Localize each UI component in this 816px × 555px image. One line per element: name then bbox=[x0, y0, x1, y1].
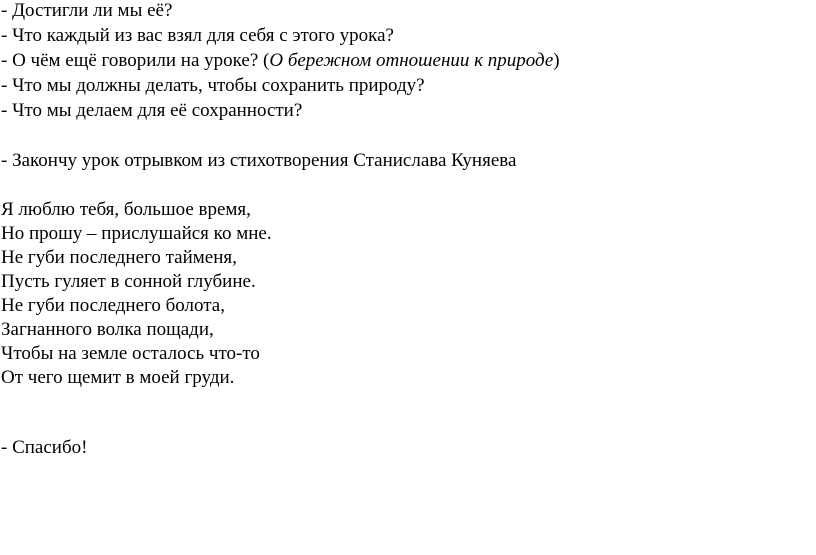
poem-line-3: Не губи последнего тайменя, bbox=[1, 247, 237, 268]
closing-line: - Спасибо! bbox=[1, 437, 88, 458]
poem-line-7: Чтобы на земле осталось что-то bbox=[1, 343, 260, 364]
poem-line-5: Не губи последнего болота, bbox=[1, 295, 225, 316]
poem-line-1: Я люблю тебя, большое время, bbox=[1, 199, 251, 220]
question-line-4: - Что мы должны делать, чтобы сохранить природу? bbox=[1, 75, 425, 96]
question-line-1: - Достигли ли мы её? bbox=[1, 0, 173, 21]
poem-line-8: От чего щемит в моей груди. bbox=[1, 367, 235, 388]
question-line-5: - Что мы делаем для её сохранности? bbox=[1, 100, 303, 121]
poem-line-4: Пусть гуляет в сонной глубине. bbox=[1, 271, 256, 292]
poem-intro: - Закончу урок отрывком из стихотворения Станислава Куняева bbox=[1, 150, 517, 171]
question-line-3-answer: О бережном отношении к природе bbox=[269, 50, 554, 71]
poem-line-6: Загнанного волка пощади, bbox=[1, 319, 214, 340]
question-line-3-start: - О чём ещё говорили на уроке? ( bbox=[1, 50, 270, 71]
question-line-2: - Что каждый из вас взял для себя с этого урока? bbox=[1, 25, 394, 46]
question-line-3 bbox=[1, 50, 560, 72]
question-line-3-end: ) bbox=[553, 50, 560, 71]
poem-line-2: Но прошу – прислушайся ко мне. bbox=[1, 223, 272, 244]
